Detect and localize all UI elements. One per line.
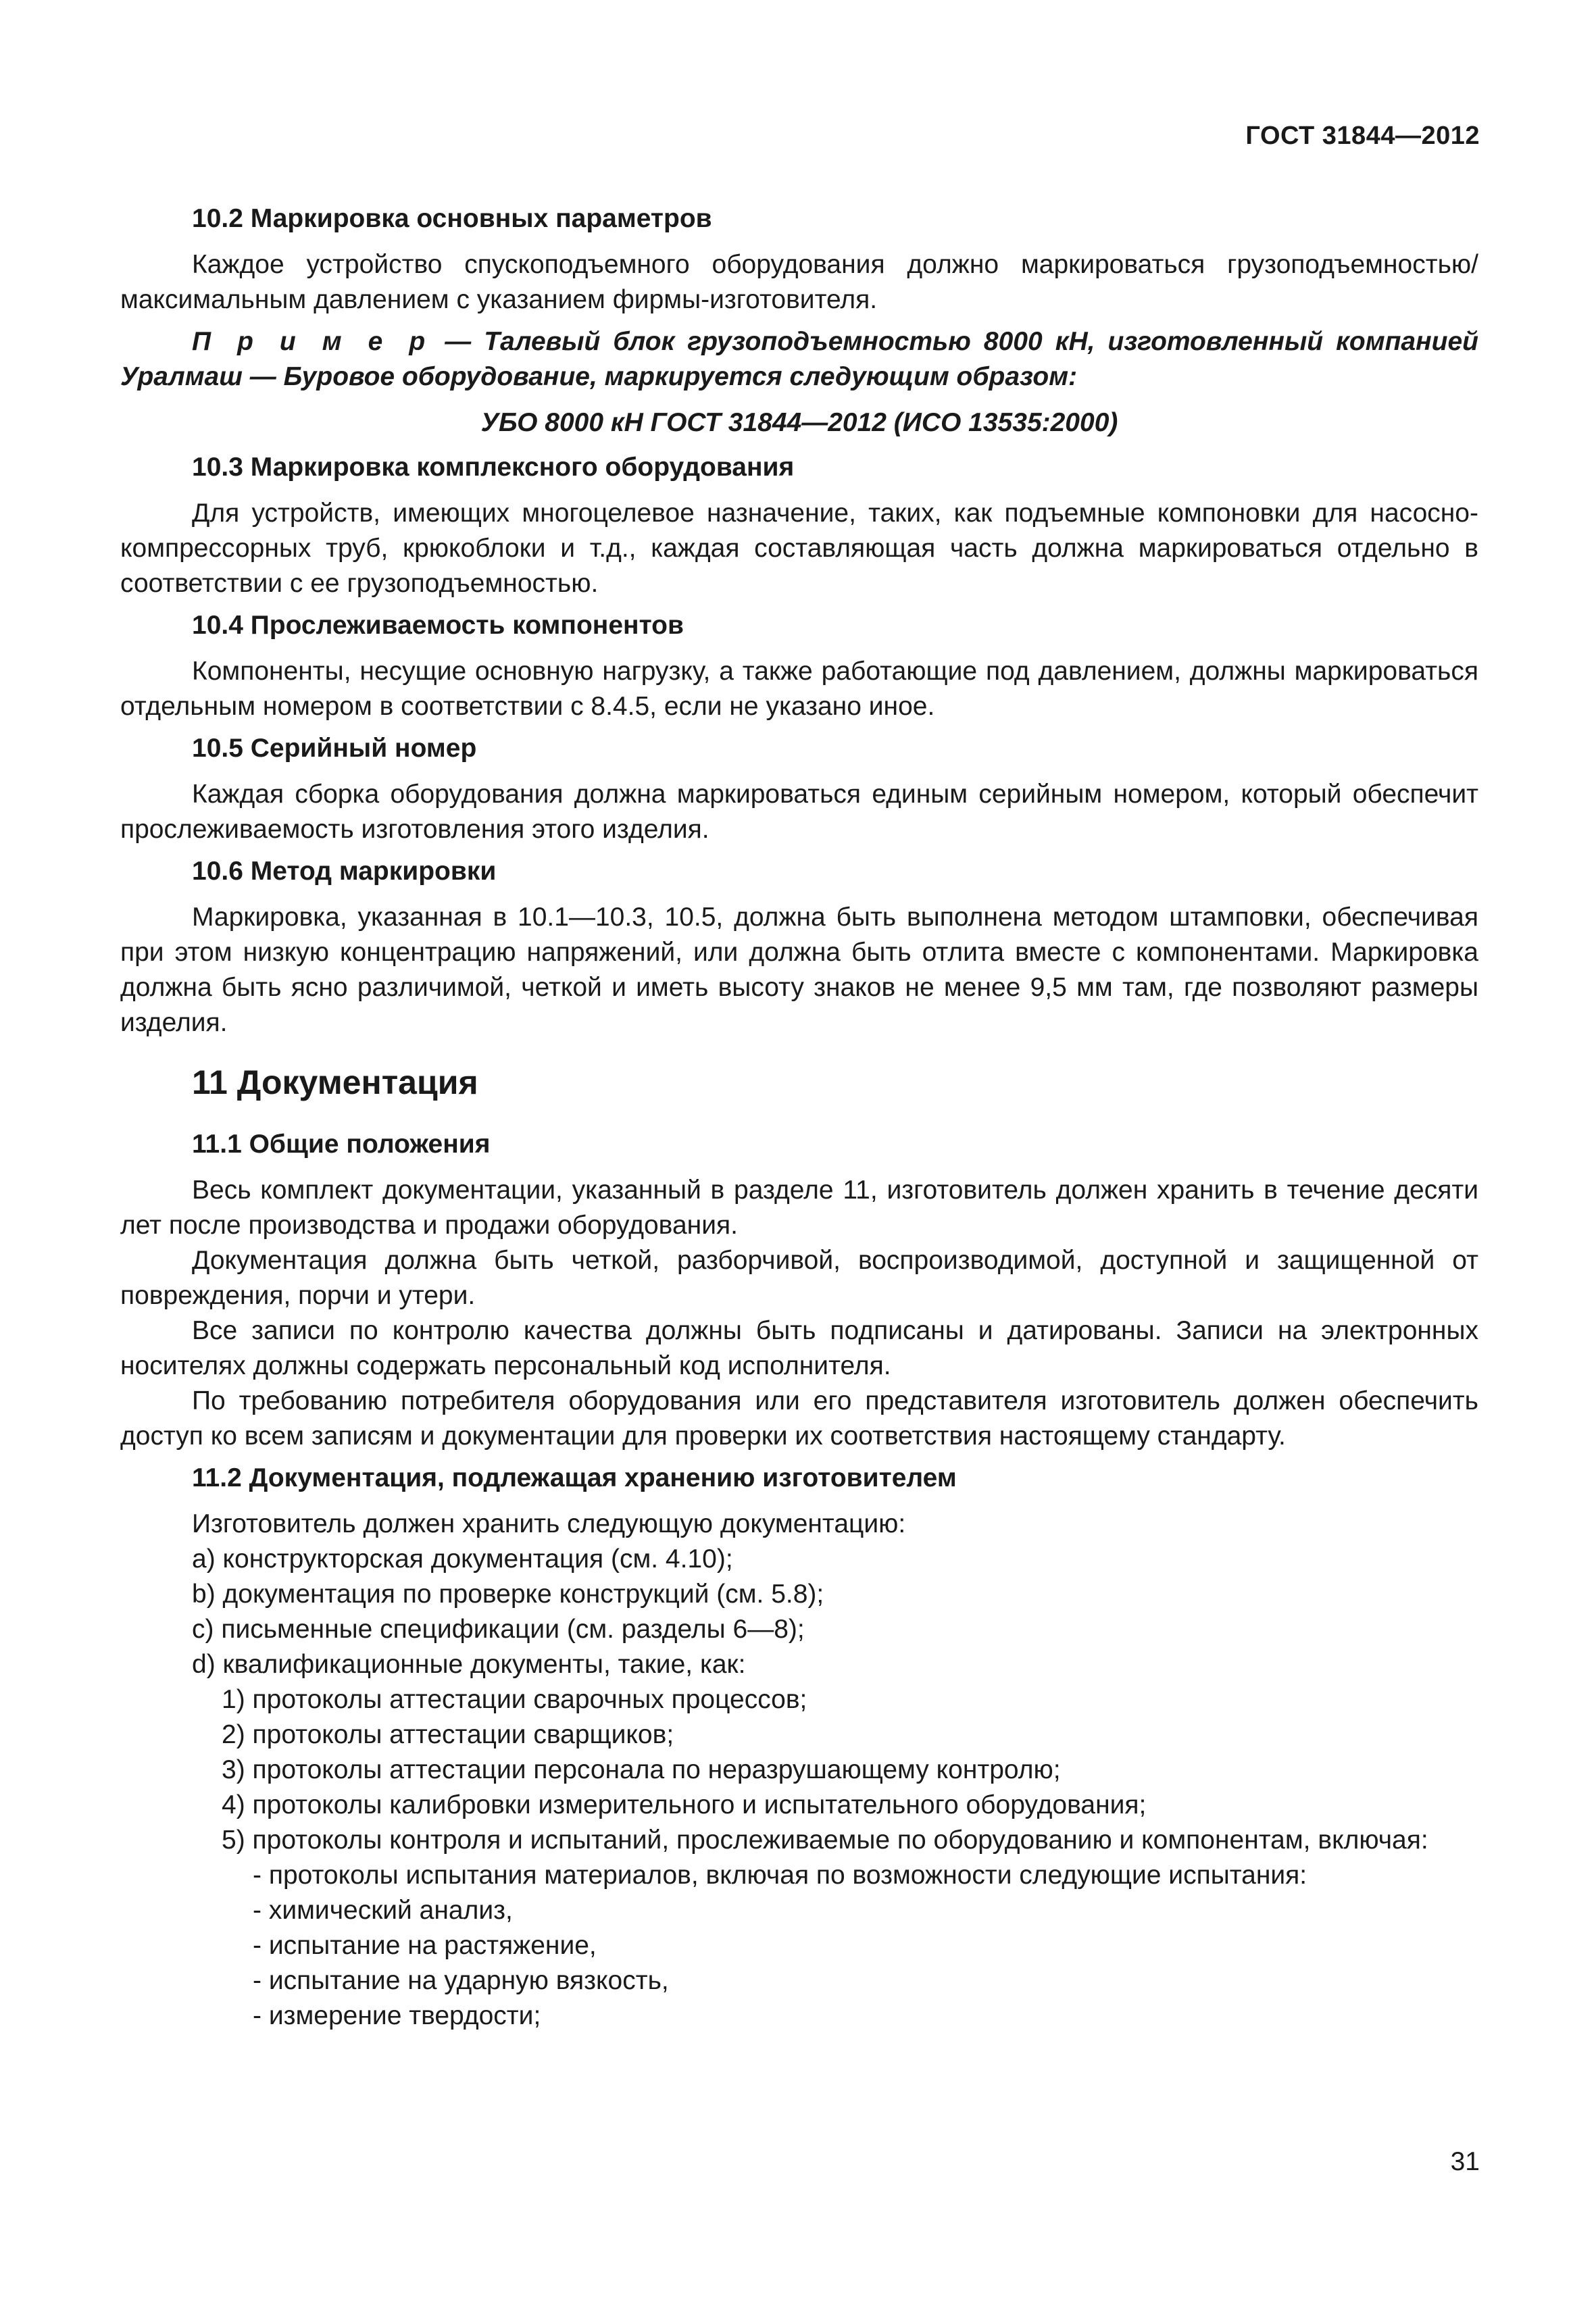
section-11-heading: 11 Документация — [192, 1063, 478, 1101]
section-10-3-heading: 10.3 Маркировка комплексного оборудования — [192, 453, 795, 482]
section-10-5-text: Каждая сборка оборудования должна маркироваться единым серийным номером, который обеспечит прослеживаемость изготовления этого изделия. — [120, 780, 1478, 844]
list-item: а) конструкторская документация (см. 4.10); — [192, 1544, 733, 1574]
list-intro: Изготовитель должен хранить следующую документацию: — [192, 1509, 906, 1538]
list-subitem: 4) протоколы калибровки измерительного и испытательного оборудования; — [222, 1790, 1147, 1819]
list-dash-item: - испытание на ударную вязкость, — [253, 1966, 669, 1995]
list-item: d) квалификационные документы, такие, как: — [192, 1650, 746, 1679]
section-10-6-heading: 10.6 Метод маркировки — [192, 857, 497, 886]
section-11-2-heading: 11.2 Документация, подлежащая хранению изготовителем — [192, 1463, 957, 1492]
list-dash-item: - испытание на растяжение, — [253, 1931, 597, 1960]
list-subitem: 1) протоколы аттестации сварочных процессов; — [222, 1685, 807, 1714]
section-11-1-paragraph: По требованию потребителя оборудования или его представителя изготовитель должен обеспечить доступ ко всем записям и документации для проверки их соответствия настоящему стандарту. — [120, 1386, 1478, 1451]
list-dash-item: - химический анализ, — [253, 1896, 513, 1925]
section-11-1-heading: 11.1 Общие положения — [192, 1130, 491, 1159]
page-content — [120, 201, 1478, 2034]
page-number: 31 — [1450, 2147, 1480, 2176]
section-10-2-text: Каждое устройство спускоподъемного оборудования должно маркироваться грузоподъемностью/максимальным давлением с указанием фирмы-изготовителя. — [120, 250, 1478, 314]
section-10-6-text: Маркировка, указанная в 10.1—10.3, 10.5, должна быть выполнена методом штамповки, обеспечивая при этом низкую концентрацию напряжений, или должна быть отлита вместе с компонентами. Маркировка должна быть ясно различимой, четкой и иметь высоту знаков не менее 9,5 мм там, где позволяют размеры изделия. — [120, 903, 1478, 1037]
list-item: с) письменные спецификации (см. разделы 6—8); — [192, 1615, 805, 1644]
example-label: П р и м е р — [192, 327, 432, 356]
list-dash-item: - протоколы испытания материалов, включая по возможности следующие испытания: — [253, 1861, 1307, 1890]
example-marking: УБО 8000 кН ГОСТ 31844—2012 (ИСО 13535:2000) — [480, 408, 1118, 437]
section-11-1-paragraph: Все записи по контролю качества должны быть подписаны и датированы. Записи на электронных носителях должны содержать персональный код исполнителя. — [120, 1316, 1478, 1380]
example-paragraph — [120, 324, 1478, 395]
example-text: — Талевый блок грузоподъемностью 8000 кН, изготовленный компанией Уралмаш — Буровое оборудование, маркируется следующим образом: — [120, 327, 1478, 391]
section-10-4-text: Компоненты, несущие основную нагрузку, а также работающие под давлением, должны маркироваться отдельным номером в соответствии с 8.4.5, если не указано иное. — [120, 657, 1478, 721]
list-dash-item: - измерение твердости; — [253, 2001, 541, 2030]
list-item: b) документация по проверке конструкций (см. 5.8); — [192, 1580, 824, 1609]
document-header: ГОСТ 31844—2012 — [1245, 122, 1480, 150]
list-subitem: 3) протоколы аттестации персонала по неразрушающему контролю; — [222, 1755, 1061, 1784]
section-11-1-paragraph: Весь комплект документации, указанный в разделе 11, изготовитель должен хранить в течение десяти лет после производства и продажи оборудования. — [120, 1176, 1478, 1240]
section-10-5-heading: 10.5 Серийный номер — [192, 734, 477, 763]
section-10-2-heading: 10.2 Маркировка основных параметров — [192, 204, 712, 233]
section-10-4-heading: 10.4 Прослеживаемость компонентов — [192, 611, 684, 640]
list-subitem: 5) протоколы контроля и испытаний, прослеживаемые по оборудованию и компонентам, включая: — [222, 1826, 1428, 1855]
section-10-3-text: Для устройств, имеющих многоцелевое назначение, таких, как подъемные компоновки для насосно-компрессорных труб, крюкоблоки и т.д., каждая составляющая часть должна маркироваться отдельно в соответствии с ее грузоподъемностью. — [120, 499, 1478, 598]
list-subitem: 2) протоколы аттестации сварщиков; — [222, 1720, 674, 1749]
documentation-list — [120, 1507, 1478, 2034]
section-11-1-paragraph: Документация должна быть четкой, разборчивой, воспроизводимой, доступной и защищенной от повреждения, порчи и утери. — [120, 1246, 1478, 1310]
